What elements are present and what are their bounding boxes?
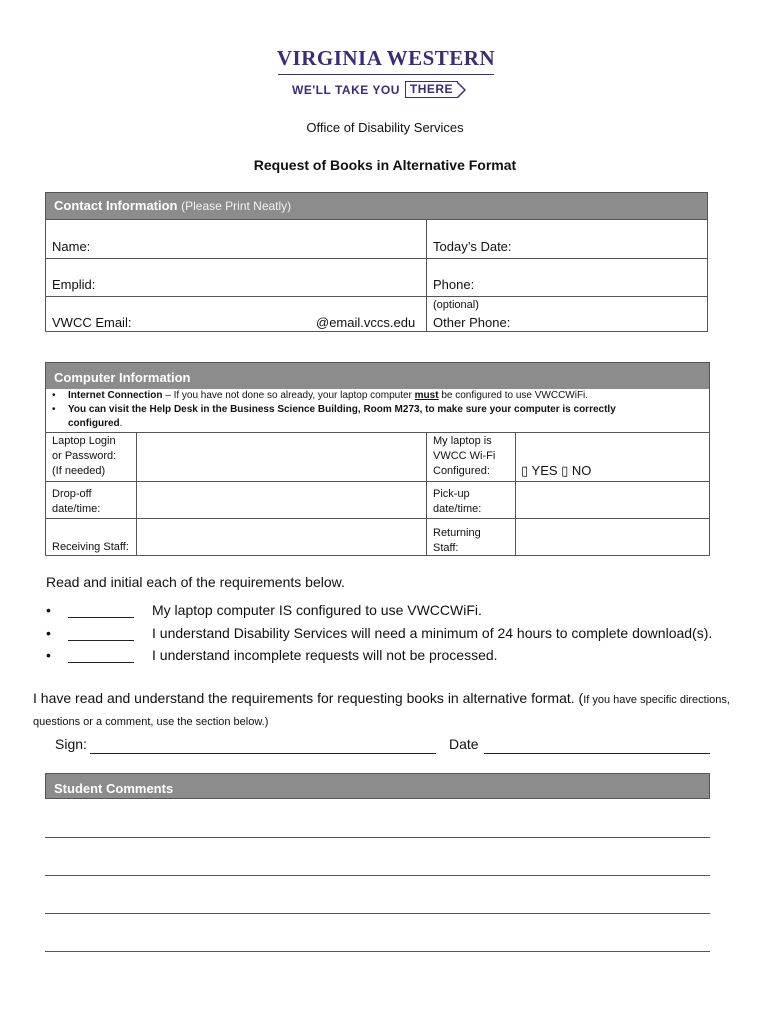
helpdesk-text: You can visit the Help Desk in the Business Science Building, Room M273, to make sure your computer is correctly	[68, 404, 616, 415]
requirement-item: • I understand incomplete requests will not be processed.	[46, 647, 498, 663]
contact-header-title: Contact Information	[54, 198, 178, 213]
divider	[45, 432, 710, 433]
returning-staff-label: Returning Staff:	[433, 527, 481, 554]
logo-arrow-icon	[458, 82, 466, 98]
divider	[45, 258, 708, 259]
divider	[45, 518, 710, 519]
contact-header-note: (Please Print Neatly)	[181, 199, 292, 213]
date-field[interactable]	[484, 753, 710, 754]
internet-bold: Internet Connection	[68, 390, 163, 401]
sign-label: Sign:	[55, 736, 87, 752]
receiving-staff-input[interactable]	[140, 521, 422, 554]
requirements-intro: Read and initial each of the requirements below.	[46, 574, 345, 590]
phone-input[interactable]	[490, 260, 702, 294]
todays-date-label: Today’s Date:	[433, 239, 512, 254]
divider	[45, 296, 708, 297]
computer-header-title: Computer Information	[54, 370, 191, 385]
divider	[45, 481, 710, 482]
internet-must: must	[414, 390, 439, 401]
divider	[45, 219, 708, 220]
contact-header	[46, 193, 707, 219]
initial-field[interactable]	[68, 648, 134, 663]
laptop-login-label: Laptop Login or Password: (If needed)	[52, 435, 117, 477]
pickup-label: Pick-up date/time:	[433, 488, 482, 515]
divider	[426, 432, 427, 556]
email-domain: @email.vccs.edu	[316, 315, 416, 330]
name-input[interactable]	[110, 222, 420, 256]
yes-no-checkboxes[interactable]: ▯ YES ▯ NO	[521, 463, 592, 478]
divider	[426, 219, 427, 332]
returning-staff-input[interactable]	[519, 521, 706, 554]
logo-divider	[278, 74, 494, 75]
bullet-helpdesk: • You can visit the Help Desk in the Business Science Building, Room M273, to make sure your computer is correctly	[52, 404, 616, 415]
computer-header	[46, 363, 709, 389]
email-label: VWCC Email:	[52, 315, 132, 330]
page-title: Request of Books in Alternative Format	[253, 157, 517, 173]
dropoff-input[interactable]	[140, 484, 422, 516]
requirement-text: My laptop computer IS configured to use VWCCWiFi.	[152, 602, 482, 618]
dropoff-label: Drop-off date/time:	[52, 488, 101, 515]
bullet-internet: • Internet Connection – If you have not done so already, your laptop computer must be configured to use VWCCWiFi.	[52, 390, 589, 401]
logo-tagline	[292, 81, 466, 98]
acknowledgement-text: I have read and understand the requirements for requesting books in alternative format. (	[33, 690, 584, 706]
logo-wordmark: VIRGINIA WESTERN	[276, 46, 496, 70]
requirement-item: • I understand Disability Services will need a minimum of 24 hours to complete download(s).	[46, 625, 713, 641]
emplid-label: Emplid:	[52, 277, 96, 292]
logo-tagline-box: THERE	[405, 81, 458, 98]
todays-date-input[interactable]	[530, 222, 702, 256]
office-name: Office of Disability Services	[306, 120, 464, 135]
helpdesk-period: .	[119, 418, 123, 429]
initial-field[interactable]	[68, 603, 134, 618]
comment-line[interactable]	[45, 875, 710, 876]
emplid-input[interactable]	[110, 260, 420, 294]
internet-text: – If you have not done so already, your laptop computer	[162, 390, 415, 401]
optional-note: (optional)	[433, 299, 479, 311]
email-input[interactable]	[145, 299, 310, 329]
requirement-item: • My laptop computer IS configured to use VWCCWiFi.	[46, 602, 482, 618]
logo-tagline-text: WE'LL TAKE YOU	[292, 82, 400, 97]
name-label: Name:	[52, 239, 91, 254]
bullet-helpdesk-cont	[68, 417, 122, 431]
comment-line[interactable]	[45, 913, 710, 914]
date-label: Date	[449, 736, 479, 752]
acknowledgement-note: If you have specific directions, questions or a comment, use the section below.)	[33, 694, 730, 728]
internet-text-end: be configured to use VWCCWiFi.	[438, 390, 589, 401]
receiving-staff-label: Receiving Staff:	[52, 541, 129, 553]
divider	[136, 432, 137, 556]
comments-header	[46, 774, 709, 798]
pickup-input[interactable]	[519, 484, 706, 516]
comment-line[interactable]	[45, 951, 710, 952]
divider	[515, 432, 516, 556]
comment-line[interactable]	[45, 837, 710, 838]
requirement-text: I understand Disability Services will need a minimum of 24 hours to complete download(s).	[152, 625, 713, 641]
phone-label: Phone:	[433, 277, 475, 292]
other-phone-input[interactable]	[520, 299, 702, 329]
acknowledgement	[33, 688, 753, 732]
other-phone-label: Other Phone:	[433, 315, 511, 330]
signature-field[interactable]	[90, 753, 436, 754]
wifi-configured-label: My laptop is VWCC Wi-Fi Configured:	[433, 435, 496, 477]
requirement-text: I understand incomplete requests will not be processed.	[152, 647, 498, 663]
laptop-login-input[interactable]	[140, 435, 422, 479]
comments-header-title: Student Comments	[54, 781, 174, 796]
initial-field[interactable]	[68, 626, 134, 641]
helpdesk-text-cont: configured	[68, 418, 120, 429]
